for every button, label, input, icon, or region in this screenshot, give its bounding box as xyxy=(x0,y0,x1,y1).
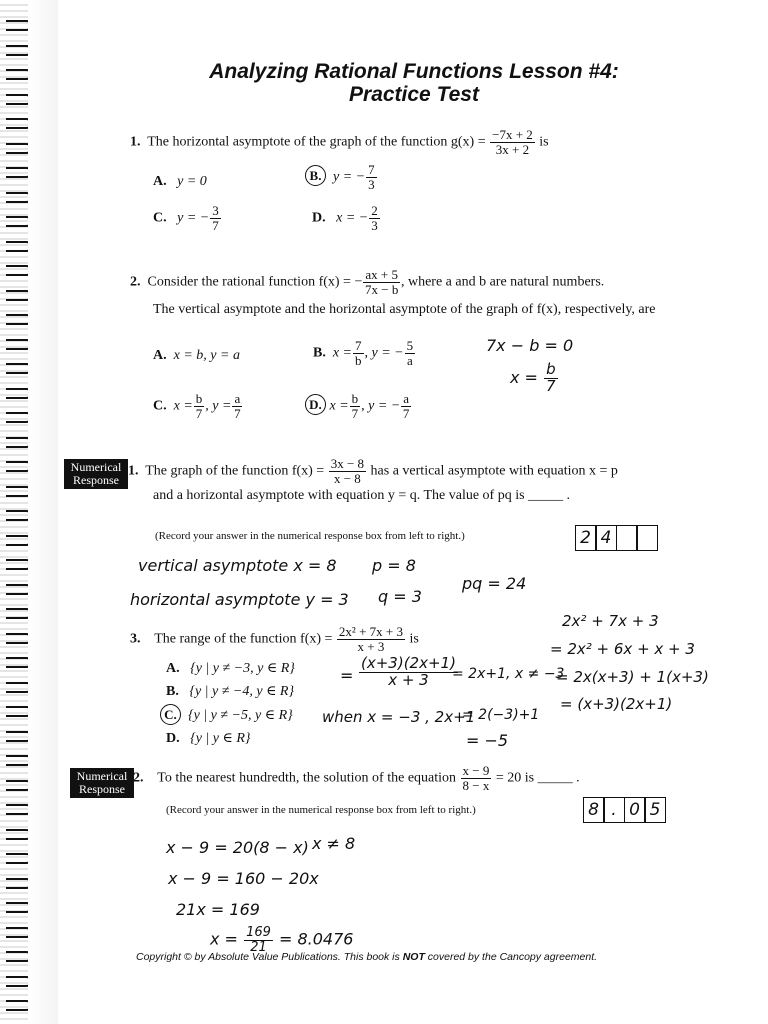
numerator: (x+3)(2x+1) xyxy=(361,654,456,672)
handwritten-work: vertical asymptote x = 8 xyxy=(138,556,337,575)
handwritten-work: = −5 xyxy=(466,731,509,750)
spiral-coil xyxy=(6,1000,32,1011)
spiral-coil xyxy=(6,633,32,644)
numerator: a xyxy=(403,391,410,406)
numerator: x − 9 xyxy=(462,763,490,778)
question-text: The graph of the function f(x) = xyxy=(145,463,325,479)
handwritten-work xyxy=(510,362,559,395)
title-line-2: Practice Test xyxy=(349,83,479,106)
handwritten-work: = 2x² + 6x + x + 3 xyxy=(550,640,695,658)
denominator: 7 xyxy=(195,405,203,421)
spiral-coil xyxy=(6,363,32,374)
numerator: 7 xyxy=(368,162,375,177)
numerator: −7x + 2 xyxy=(492,127,533,142)
hw-text: = 8.0476 xyxy=(278,929,354,949)
choice-text: , y = xyxy=(205,398,232,414)
question-text: Consider the rational function f(x) = − xyxy=(147,274,363,290)
choice-text: x = b, y = a xyxy=(173,348,240,363)
spiral-coil xyxy=(6,118,32,129)
denominator: 3x + 2 xyxy=(495,141,530,157)
spiral-coil xyxy=(6,829,32,840)
handwritten-work: p = 8 xyxy=(372,556,416,575)
numerical-response-2 xyxy=(133,764,580,792)
numerator: 2 xyxy=(371,203,378,218)
fraction xyxy=(210,204,221,232)
copyright-text: covered by the Cancopy agreement. xyxy=(424,951,598,963)
handwritten-work: x − 9 = 160 − 20x xyxy=(168,869,319,888)
choice-text: , y = − xyxy=(364,345,404,361)
response-box[interactable]: 5 xyxy=(644,797,666,823)
response-box[interactable]: 2 xyxy=(575,525,597,551)
spiral-coil xyxy=(6,559,32,570)
handwritten-work: = 2x(x+3) + 1(x+3) xyxy=(556,668,709,686)
fraction xyxy=(490,128,535,156)
response-boxes[interactable] xyxy=(584,797,666,823)
spiral-coil xyxy=(6,657,32,668)
spiral-coil xyxy=(6,143,32,154)
handwritten-work: = 2x+1, x ≠ −3 xyxy=(452,666,565,682)
numerator: b xyxy=(351,391,359,406)
question-1 xyxy=(130,128,549,156)
spiral-coil xyxy=(6,951,32,962)
choice-text: , y = − xyxy=(361,398,401,414)
choice-text: {y | y ≠ −5, y ∈ R} xyxy=(188,708,293,723)
fraction xyxy=(194,392,205,420)
denominator: x + 3 xyxy=(388,670,429,689)
spiral-coil xyxy=(6,314,32,325)
spiral-coil xyxy=(6,731,32,742)
spiral-coil xyxy=(6,265,32,276)
record-instruction: (Record your answer in the numerical response box from left to right.) xyxy=(166,804,476,816)
choice-text: y = − xyxy=(333,169,366,185)
spiral-coil xyxy=(6,706,32,717)
fraction xyxy=(366,163,377,191)
handwritten-work: = 2(−3)+1 xyxy=(462,707,540,723)
question-text: The range of the function f(x) = xyxy=(154,631,333,647)
fraction xyxy=(461,764,492,792)
choice-text: x = − xyxy=(336,210,369,226)
copyright-text: Copyright © by Absolute Value Publications. This book is xyxy=(136,951,403,963)
fraction xyxy=(337,625,405,653)
question-tail: = 20 is _____ . xyxy=(495,770,580,786)
choice-d[interactable] xyxy=(166,730,251,747)
title-line-1: Analyzing Rational Functions Lesson #4: xyxy=(209,60,619,83)
fraction xyxy=(350,392,361,420)
fraction xyxy=(544,362,558,395)
spiral-coil xyxy=(6,535,32,546)
choice-a[interactable] xyxy=(166,660,295,677)
record-instruction: (Record your answer in the numerical response box from left to right.) xyxy=(155,530,465,542)
choice-label: C. xyxy=(153,210,167,226)
spiral-coil xyxy=(6,902,32,913)
choice-text: {y | y ≠ −4, y ∈ R} xyxy=(189,684,295,699)
choice-c[interactable] xyxy=(153,204,222,232)
spiral-coil xyxy=(6,510,32,521)
numerator: b xyxy=(195,391,203,406)
denominator: 21 xyxy=(250,939,267,955)
denominator: x + 3 xyxy=(357,638,385,654)
hw-text: x = xyxy=(510,367,538,387)
choice-label: A. xyxy=(153,174,167,189)
spiral-coil xyxy=(6,192,32,203)
hw-text: x = xyxy=(210,929,238,949)
spiral-coil xyxy=(6,804,32,815)
spiral-coil xyxy=(6,608,32,619)
fraction xyxy=(363,268,400,296)
choice-label: B. xyxy=(166,684,179,699)
handwritten-work: 21x = 169 xyxy=(176,900,260,919)
choice-c[interactable] xyxy=(153,392,243,420)
spiral-coil xyxy=(6,437,32,448)
handwritten-work: q = 3 xyxy=(378,587,422,606)
question-2 xyxy=(130,268,604,296)
fraction xyxy=(405,339,416,367)
response-box[interactable]: 4 xyxy=(595,525,617,551)
question-tail: has a vertical asymptote with equation x = p xyxy=(370,463,618,479)
denominator: 7 xyxy=(212,217,219,233)
copyright-notice xyxy=(136,951,597,963)
denominator: 7x − b xyxy=(364,281,399,297)
denominator: 3 xyxy=(371,217,378,233)
choice-text: {y | y ≠ −3, y ∈ R} xyxy=(190,661,295,676)
choice-text: y = 0 xyxy=(177,174,207,189)
question-number: 1. xyxy=(130,134,141,150)
response-boxes[interactable] xyxy=(576,525,658,551)
denominator: 7 xyxy=(351,405,359,421)
selected-circle: B. xyxy=(305,165,326,186)
choice-a[interactable] xyxy=(153,348,240,364)
response-box[interactable] xyxy=(616,525,638,551)
choice-label: A. xyxy=(153,348,167,363)
denominator: 7 xyxy=(402,405,410,421)
choice-a[interactable] xyxy=(153,174,207,190)
fraction xyxy=(369,204,380,232)
denominator: x − 8 xyxy=(333,470,361,486)
choice-text: x = xyxy=(332,345,353,361)
spiral-coil xyxy=(6,755,32,766)
fraction xyxy=(401,392,411,420)
spiral-coil xyxy=(6,167,32,178)
selected-circle: C. xyxy=(160,704,181,725)
choice-b[interactable] xyxy=(313,339,416,367)
handwritten-work: pq = 24 xyxy=(462,574,527,593)
question-number: 2. xyxy=(130,274,141,290)
choice-text: y = − xyxy=(177,210,210,226)
denominator: 3 xyxy=(368,176,375,192)
choice-label: C. xyxy=(153,398,167,414)
handwritten-work: x ≠ 8 xyxy=(312,834,356,853)
handwritten-work: horizontal asymptote y = 3 xyxy=(130,590,349,609)
choice-label: A. xyxy=(166,661,180,676)
choice-label: D. xyxy=(312,210,326,226)
handwritten-work: x − 9 = 20(8 − x) xyxy=(166,838,309,857)
fraction xyxy=(353,339,364,367)
question-tail: , where a and b are natural numbers. xyxy=(400,274,605,290)
response-box[interactable] xyxy=(636,525,658,551)
numerator: 3x − 8 xyxy=(330,456,365,471)
spiral-coil xyxy=(6,976,32,987)
numerator: ax + 5 xyxy=(365,267,398,282)
spiral-coil xyxy=(6,853,32,864)
denominator: b xyxy=(355,352,362,368)
copyright-emphasis: NOT xyxy=(402,951,425,963)
question-text: To the nearest hundredth, the solution of the equation xyxy=(157,770,457,786)
spiral-coil xyxy=(6,461,32,472)
choice-label: D. xyxy=(166,731,180,746)
handwritten-work: 2x² + 7x + 3 xyxy=(562,612,659,630)
numerical-response-1 xyxy=(128,457,618,485)
handwritten-work: 7x − b = 0 xyxy=(486,336,574,355)
choice-b[interactable] xyxy=(166,683,294,700)
question-3 xyxy=(130,625,419,653)
denominator: 7 xyxy=(546,376,556,395)
numerator: 169 xyxy=(246,925,271,940)
page-title xyxy=(0,60,768,107)
spiral-coil xyxy=(6,486,32,497)
spiral-coil xyxy=(6,20,32,31)
fraction xyxy=(359,656,458,689)
fraction xyxy=(232,392,242,420)
question-tail: is xyxy=(409,631,419,647)
denominator: 7 xyxy=(234,405,241,421)
handwritten-work: = (x+3)(2x+1) xyxy=(560,695,673,713)
spiral-coil xyxy=(6,878,32,889)
denominator: 8 − x xyxy=(462,777,490,793)
question-number: 2. xyxy=(133,770,144,786)
numerical-response-badge: Numerical Response xyxy=(70,768,134,798)
numerator: a xyxy=(234,391,241,406)
spiral-coil xyxy=(6,927,32,938)
numerator: 5 xyxy=(406,338,414,353)
numerical-response-badge: Numerical Response xyxy=(64,459,128,489)
spiral-binding xyxy=(0,0,58,1024)
numerator: b xyxy=(546,360,556,378)
spiral-coil xyxy=(6,780,32,791)
question-2-line-2: The vertical asymptote and the horizontal asymptote of the graph of f(x), respectively, are xyxy=(153,302,656,317)
spiral-coil xyxy=(6,339,32,350)
choice-b-selected[interactable] xyxy=(305,163,378,191)
spiral-coil xyxy=(6,216,32,227)
fraction xyxy=(329,457,366,485)
handwritten-work: when x = −3 , 2x+1 xyxy=(322,708,476,726)
question-tail: is xyxy=(539,134,549,150)
response-box[interactable]: 0 xyxy=(624,797,646,823)
question-text: The horizontal asymptote of the graph of the function g(x) = xyxy=(147,134,486,150)
spiral-coil xyxy=(6,682,32,693)
choice-d-selected[interactable] xyxy=(305,392,412,420)
spiral-coil xyxy=(6,241,32,252)
response-box[interactable]: 8 xyxy=(583,797,605,823)
choice-c-selected[interactable] xyxy=(160,704,293,725)
denominator: a xyxy=(406,352,413,368)
choice-text: x = xyxy=(173,398,193,414)
spiral-coil xyxy=(6,412,32,423)
response-box[interactable]: . xyxy=(603,797,625,823)
numerator: 3 xyxy=(212,203,219,218)
question-number: 3. xyxy=(130,631,141,647)
selected-circle: D. xyxy=(305,394,326,415)
choice-text: x = xyxy=(329,398,349,414)
handwritten-work: = xyxy=(340,666,354,685)
spiral-coil xyxy=(6,584,32,595)
spiral-coil xyxy=(6,45,32,56)
choice-d[interactable] xyxy=(312,204,381,232)
choice-text: {y | y ∈ R} xyxy=(190,731,251,746)
spiral-coil xyxy=(6,290,32,301)
numerator: 7 xyxy=(355,338,362,353)
question-line-2: and a horizontal asymptote with equation y = q. The value of pq is _____ . xyxy=(153,488,571,503)
numerator: 2x² + 7x + 3 xyxy=(338,624,403,639)
choice-label: B. xyxy=(313,345,326,361)
handwritten-work xyxy=(358,656,459,689)
spiral-coil xyxy=(6,388,32,399)
question-number: 1. xyxy=(128,463,139,479)
